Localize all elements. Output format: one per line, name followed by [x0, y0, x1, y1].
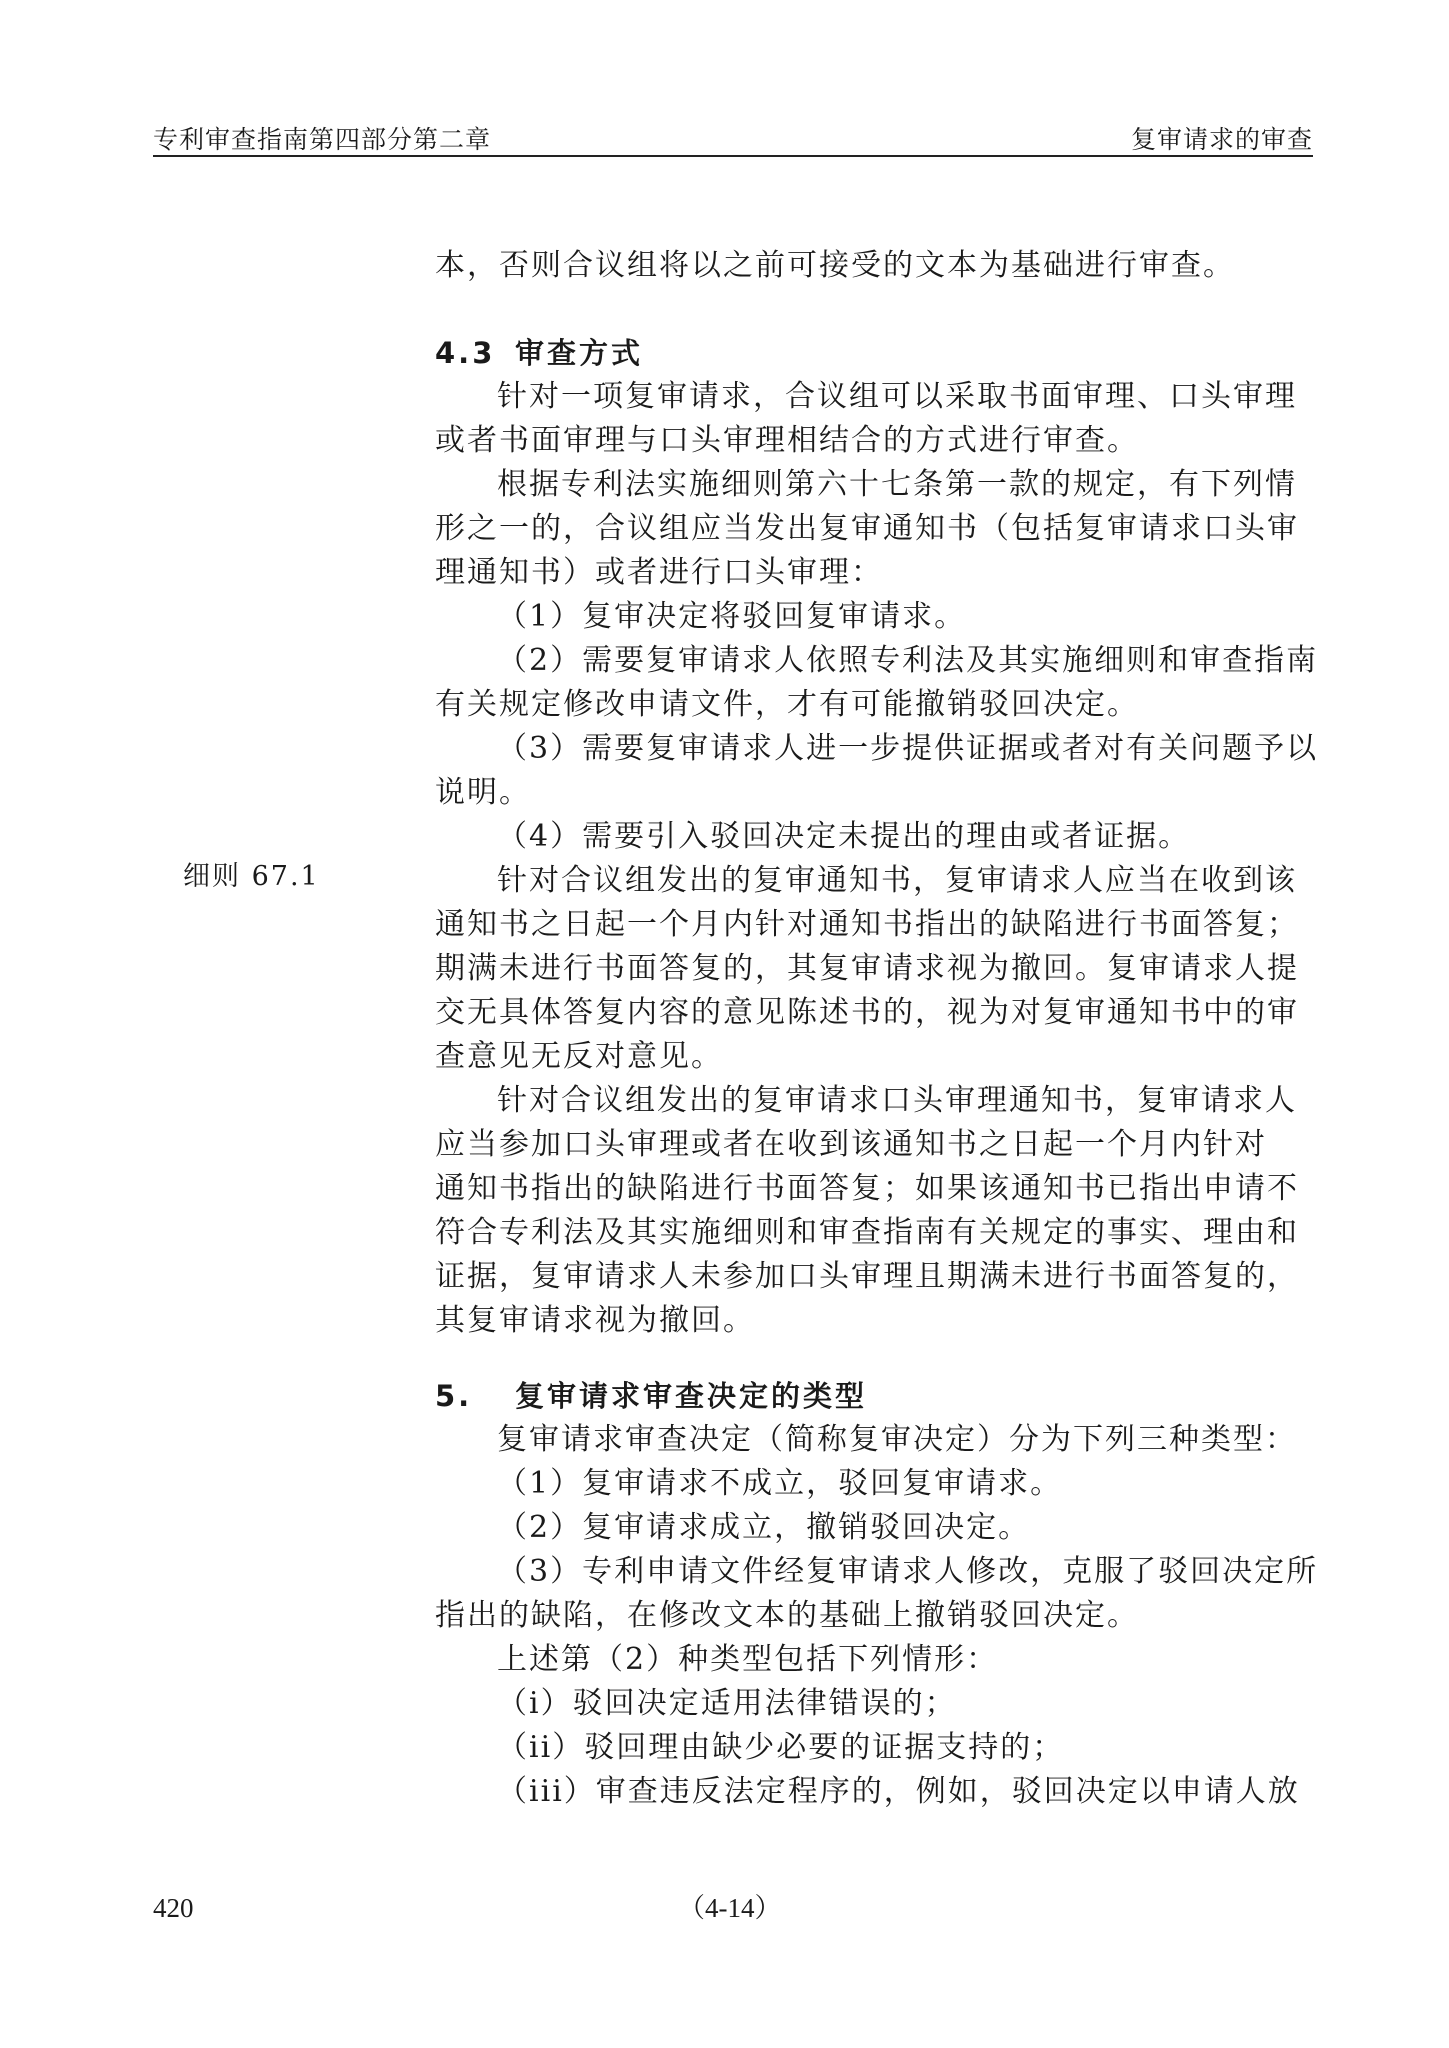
text-line: 查意见无反对意见。 [435, 1039, 723, 1074]
text-line: 期满未进行书面答复的，其复审请求视为撤回。复审请求人提 [435, 951, 1299, 986]
text-line: 形之一的，合议组应当发出复审通知书（包括复审请求口头审 [435, 511, 1299, 546]
section-page-reference: （4-14） [678, 1893, 782, 1923]
header-chapter-title: 专利审查指南第四部分第二章 [153, 125, 492, 154]
list-item: （1）复审决定将驳回复审请求。 [497, 599, 967, 634]
text-line: 理通知书）或者进行口头审理： [435, 555, 883, 590]
text-line: 通知书之日起一个月内针对通知书指出的缺陷进行书面答复； [435, 907, 1299, 942]
text-line: 有关规定修改申请文件，才有可能撤销驳回决定。 [435, 687, 1139, 722]
text-line: 符合专利法及其实施细则和审查指南有关规定的事实、理由和 [435, 1215, 1299, 1250]
section-heading-4-3 [435, 331, 1313, 375]
text-line: 交无具体答复内容的意见陈述书的，视为对复审通知书中的审 [435, 995, 1299, 1030]
section-5-body [435, 1418, 1319, 1814]
list-item: （i）驳回决定适用法律错误的； [497, 1686, 957, 1721]
section-number: 5. [435, 1379, 473, 1413]
section-number: 4.3 [435, 336, 496, 370]
list-item: （2）复审请求成立，撤销驳回决定。 [497, 1510, 1031, 1545]
text-line: 说明。 [435, 775, 531, 810]
text-line: 上述第（2）种类型包括下列情形： [497, 1642, 999, 1677]
text-line: 复审请求审查决定（简称复审决定）分为下列三种类型： [497, 1422, 1297, 1457]
text-line: 应当参加口头审理或者在收到该通知书之日起一个月内针对 [435, 1127, 1267, 1162]
text-line: 针对合议组发出的复审通知书，复审请求人应当在收到该 [497, 863, 1297, 898]
section-4-3-body [435, 375, 1319, 1343]
list-item: （4）需要引入驳回决定未提出的理由或者证据。 [497, 819, 1191, 854]
text-line: 针对一项复审请求，合议组可以采取书面审理、口头审理 [497, 379, 1297, 414]
list-item: （iii）审查违反法定程序的，例如，驳回决定以申请人放 [497, 1774, 1300, 1809]
running-header [153, 118, 1313, 158]
text-line: 根据专利法实施细则第六十七条第一款的规定，有下列情 [497, 467, 1297, 502]
section-title: 审查方式 [515, 336, 644, 370]
text-line: 其复审请求视为撤回。 [435, 1303, 755, 1338]
list-item: （3）专利申请文件经复审请求人修改，克服了驳回决定所 [497, 1554, 1319, 1589]
list-item: （3）需要复审请求人进一步提供证据或者对有关问题予以 [497, 731, 1319, 766]
text-line: 针对合议组发出的复审请求口头审理通知书，复审请求人 [497, 1083, 1297, 1118]
section-heading-5 [435, 1374, 1313, 1418]
text-line: 或者书面审理与口头审理相结合的方式进行审查。 [435, 423, 1139, 458]
list-item: （ii）驳回理由缺少必要的证据支持的； [497, 1730, 1065, 1765]
margin-reference-note: 细则 67.1 [183, 861, 320, 892]
header-divider [153, 155, 1313, 157]
text-line: 通知书指出的缺陷进行书面答复；如果该通知书已指出申请不 [435, 1171, 1299, 1206]
page-number: 420 [153, 1893, 194, 1923]
header-section-title: 复审请求的审查 [1130, 125, 1313, 154]
paragraph-continuation [435, 244, 1313, 288]
list-item: （2）需要复审请求人依照专利法及其实施细则和审查指南 [497, 643, 1319, 678]
text-line: 证据，复审请求人未参加口头审理且期满未进行书面答复的， [435, 1259, 1299, 1294]
text-line: 本，否则合议组将以之前可接受的文本为基础进行审查。 [435, 248, 1235, 283]
text-line: 指出的缺陷，在修改文本的基础上撤销驳回决定。 [435, 1598, 1139, 1633]
section-title: 复审请求审查决定的类型 [515, 1379, 868, 1413]
list-item: （1）复审请求不成立，驳回复审请求。 [497, 1466, 1063, 1501]
